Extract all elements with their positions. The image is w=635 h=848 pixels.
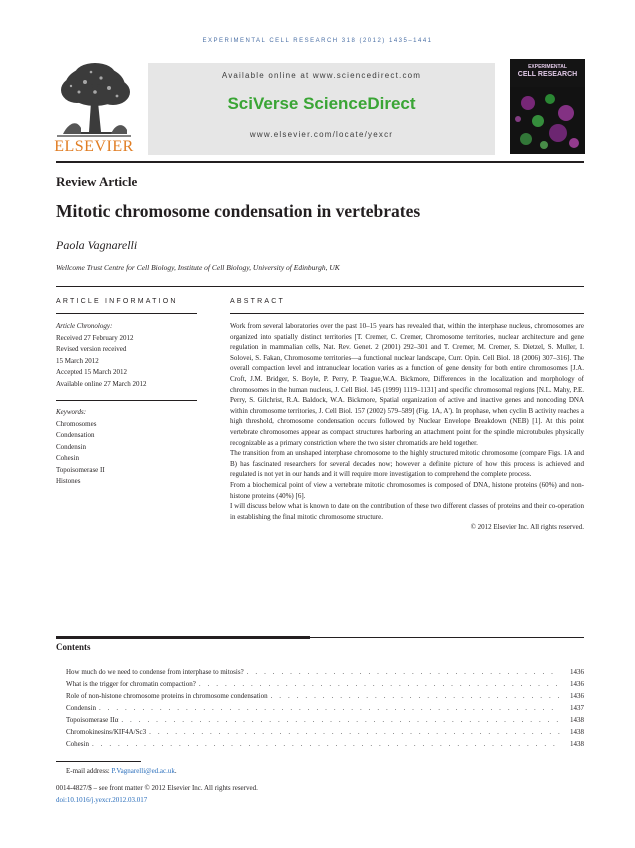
keyword-item: Histones: [56, 477, 81, 485]
email-footnote: [66, 767, 177, 775]
abstract-heading: ABSTRACT: [230, 298, 285, 305]
chronology-line: 15 March 2012: [56, 356, 99, 365]
email-label: E-mail address:: [66, 767, 110, 775]
cover-microscopy-image-icon: [510, 87, 585, 154]
keyword-item: Chromosomes: [56, 419, 97, 428]
abstract-paragraph: I will discuss below what is known to date on the contribution of these two different classes of proteins and their co-operation in establishing the final mitotic chromosome structure.: [230, 502, 584, 521]
cover-title-top: EXPERIMENTAL: [528, 64, 567, 70]
abstract-paragraph: From a biochemical point of view a vertebrate mitotic chromosomes is composed of DNA, histone proteins (60%) and non-histone proteins (40%) [6].: [230, 480, 584, 500]
keyword-item: Condensin: [56, 442, 86, 451]
abstract-body: [230, 321, 584, 533]
article-chronology: [56, 321, 197, 390]
keyword-item: Topoisomerase II: [56, 465, 105, 474]
abstract-rule: [230, 313, 584, 314]
toc-leader-dots: [199, 680, 560, 688]
keywords-block: [56, 407, 197, 488]
chronology-line: Revised version received: [56, 345, 127, 353]
toc-leader-dots: [149, 728, 560, 736]
toc-entry-page: 1436: [570, 692, 584, 700]
banner-available-online: Available online at www.sciencedirect.com: [221, 71, 422, 80]
abstract-paragraph: Work from several laboratories over the past 10–15 years has revealed that, within the interphase nucleus, chromosomes are organized into spatially distinct territories [T. Cremer, C. Cremer, Chromosome territories, nuclear architecture and gene regulation in mammalian cells, Nat. Rev. Genet. 2 (2001) 292–301 and T. Cremer, M. Cremer, S. Dietzel, S. Muller, I. Solovei, S. Fakan, Chromosome territories—a functional nuclear landscape, Curr. Opin. Cell Biol. 18 (2006) 307–316]. The overall compaction level and intranuclear location varies as a function of gene density for both entire chromosomes [J.A. Croft, J.M. Bridger, S. Boyle, P. Perry, P. Teague,W.A. Bickmore, Differences in the localization and morphology of chromosomes in the human nucleus, J. Cell Biol. 145 (1999) 1119–1131] and specific chromosomal regions [N.L. Mahy, P.E. Perry, S. Gilchrist, R.A. Baldock, W.A. Bickmore, Spatial organization of active and inactive genes and noncoding DNA within chromosome territories, J. Cell Biol. 157 (2002) 579–589] (Fig. 1A, A'). In prophase, when cyclin B activity reaches a high threshold, chromosome condensation occurs followed by Nuclear Envelope Breakdown (NEB) [1]. At this point vertebrate chromosomes appear as compact structures harboring an attachment point for the spindle microtubules physically recognizable as a primary constriction where the two sister chromatids are held together.: [230, 322, 584, 447]
toc-entry-page: 1437: [570, 704, 584, 712]
toc-entry-title: What is the trigger for chromatin compaction?: [66, 680, 196, 688]
keywords-label: Keywords:: [56, 408, 87, 416]
toc-entry-title: How much do we need to condense from interphase to mitosis?: [66, 668, 244, 676]
toc-leader-dots: [271, 692, 560, 700]
article-info-rule: [56, 313, 197, 314]
front-matter-line: 0014-4827/$ – see front matter © 2012 Elsevier Inc. All rights reserved.: [56, 784, 258, 792]
toc-entry-title: Cohesin: [66, 740, 89, 748]
sciencedirect-banner: [148, 63, 495, 155]
toc-entry-title: Role of non-histone chromosome proteins in chromosome condensation: [66, 692, 268, 700]
article-title: Mitotic chromosome condensation in vertebrates: [56, 201, 421, 221]
toc-entry-page: 1438: [570, 716, 584, 724]
toc-entry-title: Topoisomerase IIα: [66, 716, 119, 724]
chronology-line: Received 27 February 2012: [56, 333, 134, 342]
toc-entry[interactable]: [66, 692, 584, 704]
toc-entry[interactable]: [66, 668, 584, 680]
toc-entry-page: 1438: [570, 740, 584, 748]
chronology-line: Available online 27 March 2012: [56, 379, 147, 388]
banner-brand-link[interactable]: SciVerse ScienceDirect: [227, 94, 416, 113]
contents-rule-thick: [56, 636, 310, 639]
cover-title: [513, 63, 582, 79]
toc-entry-page: 1436: [570, 680, 584, 688]
keyword-item: Cohesin: [56, 454, 79, 462]
toc-entry-title: Chromokinesins/KIF4A/Sc3: [66, 728, 147, 736]
cover-title-main: CELL RESEARCH: [517, 71, 578, 78]
chronology-rule: [56, 400, 197, 401]
toc-entry[interactable]: [66, 680, 584, 692]
chronology-line: Accepted 15 March 2012: [56, 368, 127, 376]
toc-leader-dots: [99, 704, 560, 712]
email-end: .: [174, 767, 177, 775]
toc-leader-dots: [121, 716, 560, 724]
article-info-heading: ARTICLE INFORMATION: [56, 298, 178, 305]
toc-entry[interactable]: [66, 716, 584, 728]
banner-journal-url[interactable]: www.elsevier.com/locate/yexcr: [249, 130, 394, 139]
toc-entry[interactable]: [66, 728, 584, 740]
article-author: Paola Vagnarelli: [56, 238, 138, 252]
article-head-rule: [56, 286, 584, 287]
elsevier-tree-icon: [51, 62, 137, 140]
toc-leader-dots: [92, 740, 560, 748]
toc-leader-dots: [247, 668, 560, 676]
keyword-item: Condensation: [56, 431, 95, 439]
publisher-logo: [51, 62, 137, 156]
article-section-type: Review Article: [56, 174, 138, 189]
elsevier-wordmark: ELSEVIER: [54, 138, 134, 155]
author-email-link[interactable]: P.Vagnarelli@ed.ac.uk: [111, 767, 175, 775]
toc-entry[interactable]: [66, 740, 584, 752]
running-head: EXPERIMENTAL CELL RESEARCH 318 (2012) 1435–1441: [202, 38, 433, 44]
abstract-paragraph: The transition from an unshaped interphase chromosome to the highly structured mitotic chromosome (compare Figs. 1A and B) has fascinated researchers for several decades now; however a definite picture of how this process is achieved and regulated is not yet in our hands and it will require more investigation to comprehend the complete process.: [230, 449, 584, 479]
toc-entry-title: Condensin: [66, 704, 96, 712]
toc-entry-page: 1438: [570, 728, 584, 736]
footnote-rule: [56, 761, 141, 762]
abstract-copyright: © 2012 Elsevier Inc. All rights reserved.: [470, 523, 584, 532]
contents-heading: Contents: [56, 642, 91, 652]
chronology-label: Article Chronology:: [56, 322, 113, 330]
journal-cover-thumbnail: [510, 59, 585, 154]
author-affiliation: Wellcome Trust Centre for Cell Biology, Institute of Cell Biology, University of Edinburgh, UK: [56, 263, 340, 272]
doi-link[interactable]: doi:10.1016/j.yexcr.2012.03.017: [56, 796, 148, 804]
header-rule: [56, 161, 584, 163]
toc-entry[interactable]: [66, 704, 584, 716]
toc-entry-page: 1436: [570, 668, 584, 676]
